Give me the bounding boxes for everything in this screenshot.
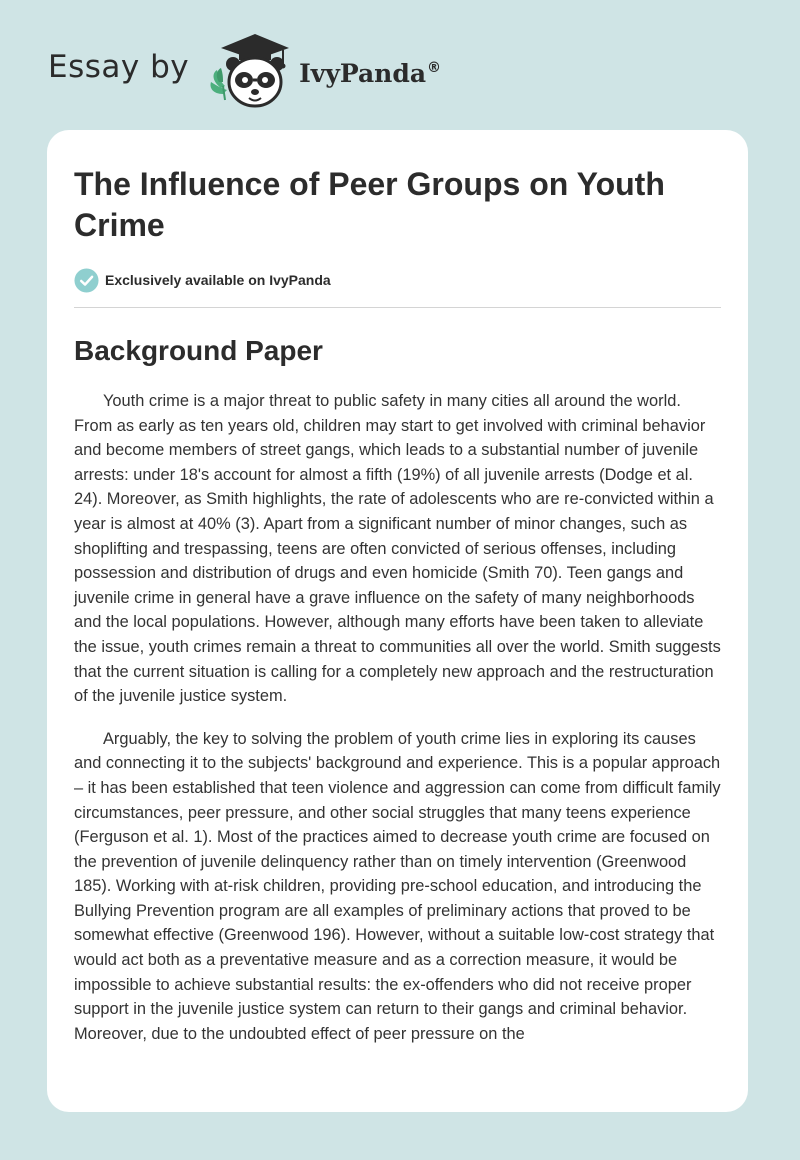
page-title: The Influence of Peer Groups on Youth Crime (74, 166, 665, 243)
section-heading: Background Paper (74, 335, 323, 366)
essay-card (47, 130, 748, 1112)
divider (74, 307, 721, 308)
paragraph-1: Youth crime is a major threat to public safety in many cities all around the world. From as early as ten years old, children may start to get involved with criminal behavior and become members of street gangs, which leads to a substantial number of juvenile arrests: under 18's account for almost a fifth (19%) of all juvenile arrests (Dodge et al. 24). Moreover, as Smith highlights, the rate of adolescents who are re-convicted within a year is almost at 40% (3). Apart from a significant number of minor changes, such as shoplifting and trespassing, teens are often convicted of serious offenses, including possession and distribution of drugs and even homicide (Smith 70). Teen gangs and juvenile crime in general have a grave influence on the safety of many neighborhoods and the local populations. However, although many efforts have been taken to alleviate the issue, youth crimes remain a threat to communities all over the world. Smith suggests that the current situation is calling for a completely new approach and the restructuration of the juvenile justice system. (74, 392, 721, 706)
paragraph-2: Arguably, the key to solving the problem of youth crime lies in exploring its causes and connecting it to the subjects' background and experience. This is a popular approach – it has been established that teen violence and aggression can come from difficult family circumstances, peer pressure, and other social struggles that many teens experience (Ferguson et al. 1). Most of the practices aimed to decrease youth crime are focused on the prevention of juvenile delinquency rather than on timely intervention (Greenwood 185). Working with at-risk children, providing pre-school education, and introducing the Bullying Prevention program are all examples of preliminary actions that proved to be somewhat effective (Greenwood 196). However, without a suitable low-cost strategy that would act both as a preventative measure and as a correction measure, it would be impossible to achieve substantial results: the ex-offenders who did not receive proper support in the juvenile justice system can return to their gangs and criminal behavior. Moreover, due to the undoubted effect of peer pressure on the (74, 729, 721, 1043)
brand-name[interactable]: IvyPanda® (299, 58, 442, 88)
exclusive-badge (74, 267, 721, 293)
badge-text: Exclusively available on IvyPanda (105, 272, 331, 288)
checkmark-circle-icon (74, 268, 99, 293)
registered-mark: ® (427, 60, 442, 77)
brand-header (48, 30, 441, 110)
panda-graduate-icon[interactable] (203, 30, 293, 110)
brand-prefix: Essay by (48, 49, 190, 85)
